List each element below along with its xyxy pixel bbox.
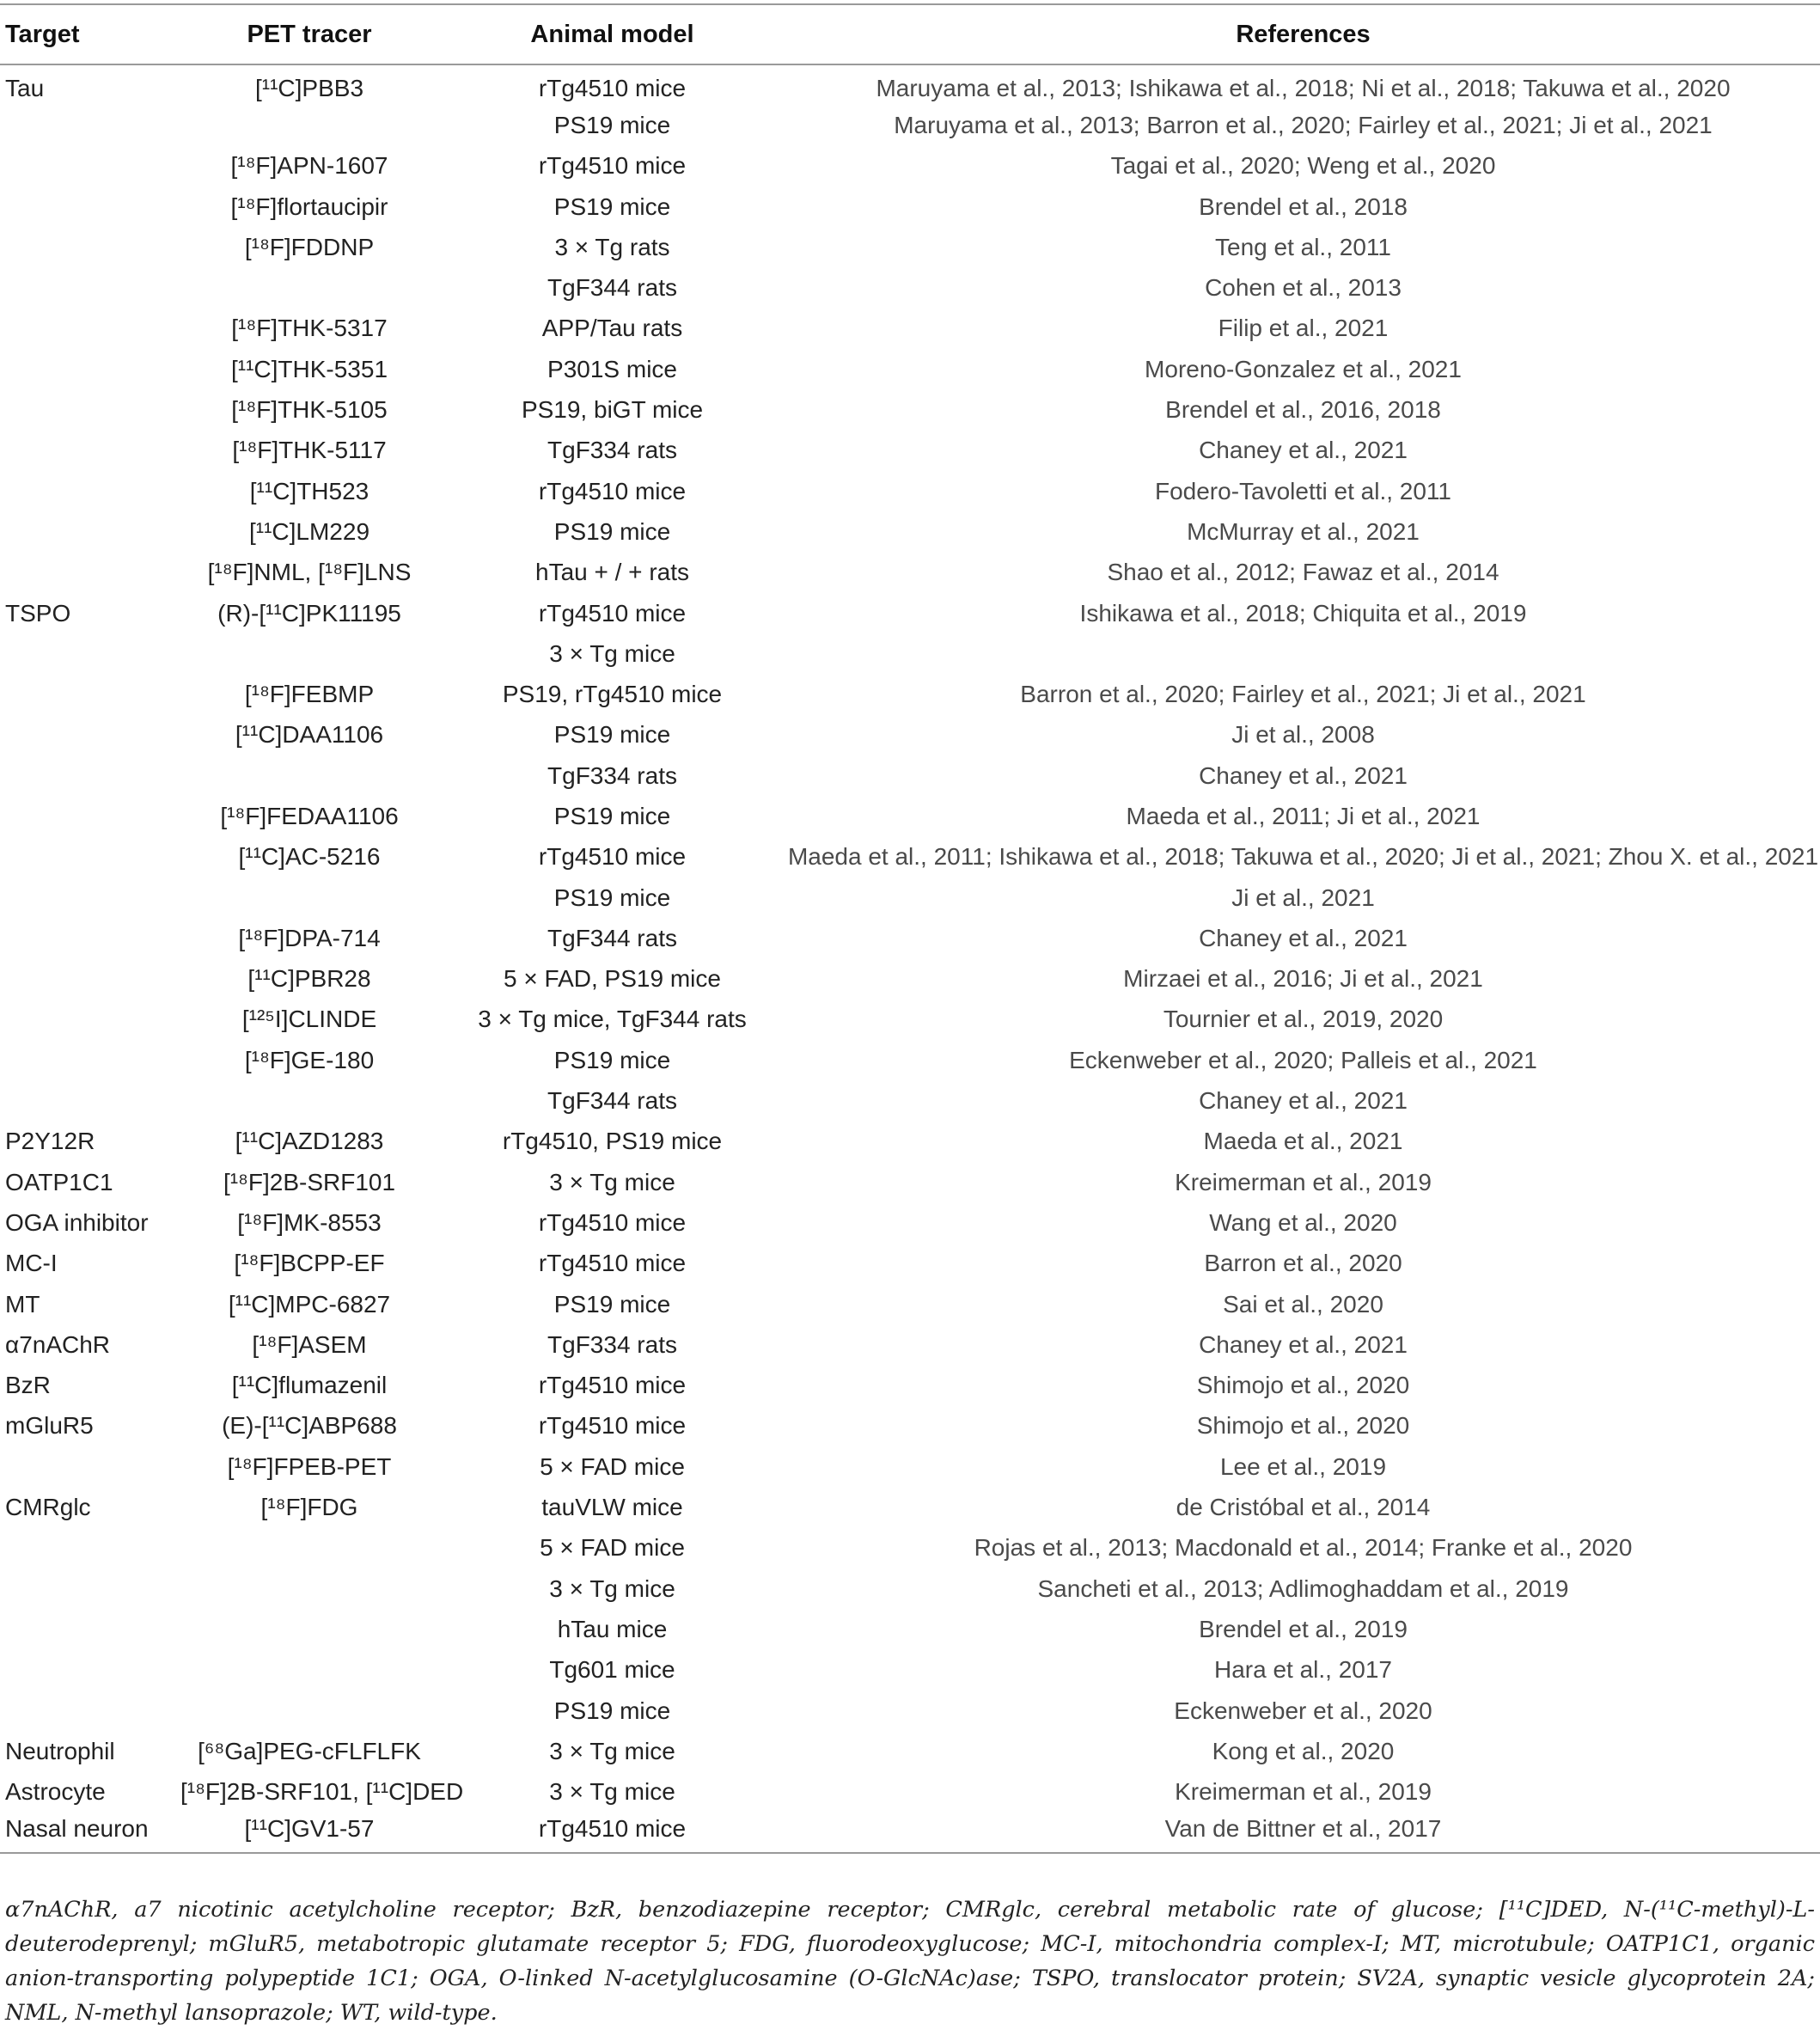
cell-animal-model: APP/Tau rats — [541, 315, 683, 342]
cell-animal-model: TgF344 rats — [547, 274, 677, 302]
cell-pet-tracer: [¹¹C]LM229 — [248, 517, 370, 545]
cell-references: Maeda et al., 2011; Ishikawa et al., 2018; Takuwa et al., 2020; Ji et al., 2021; Zhou X. et al., 2021 — [787, 843, 1819, 871]
cell-target — [0, 186, 180, 227]
cell-references: Ji et al., 2021 — [1231, 884, 1375, 911]
cell-references: Moreno-Gonzalez et al., 2021 — [1145, 355, 1462, 382]
cell-references: Chaney et al., 2021 — [1199, 437, 1408, 464]
table-row — [0, 186, 1820, 227]
cell-target: OGA inhibitor — [5, 1208, 149, 1236]
header-target: Target — [0, 4, 180, 64]
table-row — [0, 877, 1820, 918]
cell-target — [0, 1609, 180, 1649]
cell-pet-tracer: [¹⁸F]2B-SRF101, [¹¹C]DED — [180, 1778, 464, 1806]
table-row — [0, 755, 1820, 796]
cell-animal-model: rTg4510 mice — [538, 75, 687, 102]
cell-pet-tracer: [¹⁸F]ASEM — [252, 1330, 367, 1358]
table-row — [0, 1122, 1820, 1162]
table-row — [0, 1771, 1820, 1812]
cell-references: Lee et al., 2019 — [1219, 1452, 1387, 1480]
cell-references: Maeda et al., 2011; Ji et al., 2021 — [1126, 802, 1481, 829]
cell-animal-model: hTau mice — [557, 1615, 668, 1642]
cell-references: de Cristóbal et al., 2014 — [1176, 1494, 1431, 1521]
cell-pet-tracer: [¹⁸F]DPA-714 — [238, 924, 381, 951]
cell-references: Barron et al., 2020 — [1204, 1250, 1402, 1277]
cell-target: α7nAChR — [5, 1330, 111, 1358]
cell-pet-tracer: [¹⁸F]FDG — [260, 1494, 358, 1521]
table-row — [0, 1284, 1820, 1324]
cell-target — [0, 349, 180, 389]
cell-animal-model: PS19 mice — [553, 193, 671, 220]
cell-pet-tracer: [¹¹C]GV1-57 — [180, 1813, 438, 1853]
cell-pet-tracer: [¹⁸F]NML, [¹⁸F]LNS — [207, 559, 412, 586]
table-body — [0, 64, 1820, 1853]
cell-target — [0, 471, 180, 511]
cell-references: Kreimerman et al., 2019 — [1175, 1778, 1432, 1806]
cell-animal-model: TgF344 rats — [547, 924, 677, 951]
table-row — [0, 146, 1820, 186]
cell-animal-model: rTg4510 mice — [538, 477, 687, 504]
cell-target: BzR — [5, 1372, 51, 1399]
table-header — [0, 4, 1820, 64]
table-row — [0, 1528, 1820, 1568]
table-row — [0, 1691, 1820, 1731]
cell-target: MT — [5, 1290, 40, 1318]
table-row — [0, 633, 1820, 674]
cell-animal-model: PS19 mice — [553, 111, 671, 138]
table-row — [0, 715, 1820, 755]
cell-animal-model: 5 × FAD mice — [540, 1534, 685, 1562]
table-row — [0, 1568, 1820, 1609]
table-row — [0, 309, 1820, 349]
cell-pet-tracer: [¹¹C]MPC-6827 — [228, 1290, 391, 1318]
cell-references: Ji et al., 2008 — [1231, 721, 1375, 749]
pet-tracer-table — [0, 3, 1820, 1854]
cell-animal-model: rTg4510 mice — [538, 1412, 687, 1440]
cell-target: CMRglc — [5, 1494, 91, 1521]
cell-references: Tagai et al., 2020; Weng et al., 2020 — [1110, 152, 1496, 180]
cell-animal-model: PS19 mice — [553, 802, 671, 829]
cell-pet-tracer: [¹¹C]DAA1106 — [235, 721, 384, 749]
cell-references: Maeda et al., 2021 — [1203, 1128, 1403, 1155]
cell-animal-model: 3 × Tg mice — [549, 1737, 675, 1764]
cell-animal-model: 5 × FAD, PS19 mice — [504, 965, 721, 993]
table-row — [0, 1080, 1820, 1121]
cell-references: Maruyama et al., 2013; Ishikawa et al., 2018; Ni et al., 2018; Takuwa et al., 2020 — [876, 75, 1731, 102]
cell-pet-tracer — [180, 1691, 438, 1731]
table-row — [0, 593, 1820, 633]
cell-animal-model: PS19, rTg4510 mice — [502, 681, 723, 708]
table-row — [0, 1731, 1820, 1771]
cell-references: Wang et al., 2020 — [1209, 1208, 1397, 1236]
cell-pet-tracer — [180, 1609, 438, 1649]
cell-target — [0, 1528, 180, 1568]
table-row — [0, 1202, 1820, 1243]
cell-pet-tracer: (R)-[¹¹C]PK11195 — [217, 599, 401, 627]
table-row — [0, 431, 1820, 471]
cell-target — [0, 227, 180, 267]
cell-pet-tracer — [180, 1080, 438, 1121]
cell-pet-tracer: [¹²⁵I]CLINDE — [241, 1006, 377, 1033]
table-row — [0, 267, 1820, 308]
cell-target — [0, 959, 180, 1000]
cell-target — [0, 918, 180, 958]
table-row — [0, 105, 1820, 145]
cell-pet-tracer: [¹¹C]AC-5216 — [238, 843, 381, 871]
cell-target: MC-I — [5, 1250, 58, 1277]
cell-animal-model: 3 × Tg mice — [549, 1168, 675, 1195]
cell-references: Chaney et al., 2021 — [1199, 1087, 1408, 1115]
cell-pet-tracer: [¹⁸F]BCPP-EF — [234, 1250, 385, 1277]
cell-references: Fodero-Tavoletti et al., 2011 — [1154, 477, 1451, 504]
table-row — [0, 1487, 1820, 1527]
cell-animal-model: PS19 mice — [553, 1697, 671, 1724]
cell-animal-model: 3 × Tg mice, TgF344 rats — [478, 1006, 747, 1033]
cell-animal-model: tauVLW mice — [541, 1494, 683, 1521]
cell-pet-tracer — [180, 1568, 438, 1609]
cell-target — [0, 389, 180, 430]
cell-animal-model: rTg4510 mice — [538, 843, 687, 871]
cell-target: Nasal neuron — [0, 1813, 180, 1853]
cell-pet-tracer: [¹⁸F]FEBMP — [244, 681, 375, 708]
cell-target — [0, 267, 180, 308]
cell-pet-tracer: [¹¹C]AZD1283 — [235, 1128, 384, 1155]
cell-pet-tracer: [¹⁸F]FDDNP — [244, 233, 375, 260]
cell-pet-tracer: [¹⁸F]THK-5117 — [232, 437, 387, 464]
cell-target — [0, 715, 180, 755]
cell-references: Sai et al., 2020 — [1223, 1290, 1383, 1318]
table-row — [0, 1244, 1820, 1284]
cell-references: Chaney et al., 2021 — [1199, 761, 1408, 789]
cell-animal-model: rTg4510 mice — [538, 599, 687, 627]
cell-target — [0, 877, 180, 918]
cell-animal-model: PS19 mice — [553, 1046, 671, 1073]
cell-references: Kong et al., 2020 — [1212, 1737, 1395, 1764]
cell-animal-model: TgF334 rats — [547, 1330, 677, 1358]
table-row — [0, 227, 1820, 267]
cell-pet-tracer: [¹¹C]TH523 — [249, 477, 369, 504]
cell-animal-model: PS19 mice — [553, 1290, 671, 1318]
cell-pet-tracer: [¹⁸F]MK-8553 — [237, 1208, 382, 1236]
cell-animal-model: rTg4510, PS19 mice — [502, 1128, 723, 1155]
cell-animal-model: hTau + / + rats — [535, 559, 689, 586]
cell-animal-model: 3 × Tg mice — [549, 1778, 675, 1806]
table-row — [0, 1609, 1820, 1649]
cell-pet-tracer: [¹⁸F]FPEB-PET — [227, 1452, 392, 1480]
cell-references: Van de Bittner et al., 2017 — [786, 1813, 1820, 1853]
cell-target: mGluR5 — [5, 1412, 94, 1440]
table-row — [0, 1324, 1820, 1365]
cell-pet-tracer — [180, 877, 438, 918]
cell-references: Rojas et al., 2013; Macdonald et al., 2014; Franke et al., 2020 — [974, 1534, 1633, 1562]
cell-animal-model: rTg4510 mice — [538, 152, 687, 180]
cell-target — [0, 1446, 180, 1487]
cell-target — [0, 553, 180, 593]
cell-target: Astrocyte — [5, 1778, 106, 1806]
cell-pet-tracer: [¹⁸F]THK-5105 — [231, 396, 388, 424]
cell-target — [0, 309, 180, 349]
table-row — [0, 796, 1820, 836]
cell-references: Tournier et al., 2019, 2020 — [1163, 1006, 1444, 1033]
cell-references: Filip et al., 2021 — [1218, 315, 1389, 342]
cell-references: Brendel et al., 2018 — [1199, 193, 1408, 220]
cell-pet-tracer: [¹¹C]PBB3 — [254, 75, 364, 102]
cell-pet-tracer: [¹¹C]flumazenil — [231, 1372, 388, 1399]
cell-animal-model: rTg4510 mice — [538, 1250, 687, 1277]
table-row — [0, 1650, 1820, 1691]
cell-references: Cohen et al., 2013 — [1205, 274, 1402, 302]
cell-pet-tracer: [¹⁸F]GE-180 — [244, 1046, 375, 1073]
cell-target — [0, 755, 180, 796]
cell-animal-model: rTg4510 mice — [538, 1208, 687, 1236]
cell-references: Shimojo et al., 2020 — [1196, 1412, 1410, 1440]
header-animal-model: Animal model — [438, 4, 786, 64]
table-row — [0, 511, 1820, 552]
cell-animal-model: P301S mice — [547, 355, 677, 382]
table-row — [0, 553, 1820, 593]
cell-pet-tracer: [¹⁸F]FEDAA1106 — [220, 802, 399, 829]
cell-animal-model: 5 × FAD mice — [540, 1452, 685, 1480]
table-row — [0, 349, 1820, 389]
cell-animal-model: PS19 mice — [553, 517, 671, 545]
cell-target — [0, 105, 180, 145]
cell-references — [786, 633, 1820, 674]
cell-pet-tracer: [¹¹C]PBR28 — [247, 965, 371, 993]
table-row — [0, 471, 1820, 511]
cell-references: Brendel et al., 2019 — [1199, 1615, 1408, 1642]
cell-references: Hara et al., 2017 — [1213, 1656, 1393, 1684]
cell-target — [0, 796, 180, 836]
cell-references: Barron et al., 2020; Fairley et al., 2021; Ji et al., 2021 — [1020, 681, 1586, 708]
table-row — [0, 1446, 1820, 1487]
cell-references: Sancheti et al., 2013; Adlimoghaddam et al., 2019 — [1037, 1574, 1569, 1602]
cell-pet-tracer — [180, 633, 438, 674]
cell-references: Ishikawa et al., 2018; Chiquita et al., 2019 — [1079, 599, 1527, 627]
cell-target — [0, 1650, 180, 1691]
table-row — [0, 1406, 1820, 1446]
cell-pet-tracer: [¹¹C]THK-5351 — [230, 355, 388, 382]
cell-animal-model: rTg4510 mice — [438, 1813, 786, 1853]
table-row — [0, 1366, 1820, 1406]
cell-pet-tracer: (E)-[¹¹C]ABP688 — [222, 1412, 397, 1440]
table-row — [0, 959, 1820, 1000]
header-pet-tracer: PET tracer — [180, 4, 438, 64]
cell-pet-tracer: [¹⁸F]flortaucipir — [230, 193, 388, 220]
cell-animal-model: PS19 mice — [553, 721, 671, 749]
header-row — [0, 4, 1820, 64]
cell-animal-model: TgF344 rats — [547, 1087, 677, 1115]
table-row — [0, 837, 1820, 877]
cell-animal-model: PS19, biGT mice — [521, 396, 704, 424]
cell-animal-model: PS19 mice — [553, 884, 671, 911]
cell-animal-model: 3 × Tg rats — [554, 233, 670, 260]
table-row — [0, 64, 1820, 105]
cell-references: Chaney et al., 2021 — [1199, 1330, 1408, 1358]
cell-target — [0, 1040, 180, 1080]
cell-references: Maruyama et al., 2013; Barron et al., 2020; Fairley et al., 2021; Ji et al., 2021 — [894, 111, 1713, 138]
cell-references: McMurray et al., 2021 — [1187, 517, 1420, 545]
cell-pet-tracer — [180, 755, 438, 796]
cell-animal-model: TgF334 rats — [547, 437, 677, 464]
cell-target — [0, 511, 180, 552]
cell-pet-tracer: [¹⁸F]2B-SRF101 — [223, 1168, 396, 1195]
cell-pet-tracer — [180, 1528, 438, 1568]
cell-pet-tracer: [¹⁸F]APN-1607 — [230, 152, 388, 180]
cell-references: Kreimerman et al., 2019 — [1175, 1168, 1432, 1195]
cell-target: OATP1C1 — [5, 1168, 113, 1195]
cell-target — [0, 837, 180, 877]
cell-target — [0, 674, 180, 714]
cell-target: Tau — [5, 75, 45, 102]
cell-target — [0, 431, 180, 471]
cell-animal-model: rTg4510 mice — [538, 1372, 687, 1399]
cell-target — [0, 146, 180, 186]
table-row — [0, 1040, 1820, 1080]
table-row — [0, 674, 1820, 714]
cell-target: P2Y12R — [5, 1128, 95, 1155]
cell-references: Shao et al., 2012; Fawaz et al., 2014 — [1107, 559, 1499, 586]
cell-references: Shimojo et al., 2020 — [1196, 1372, 1410, 1399]
cell-pet-tracer — [180, 105, 438, 145]
cell-references: Mirzaei et al., 2016; Ji et al., 2021 — [1123, 965, 1483, 993]
table-row — [0, 1813, 1820, 1853]
cell-target — [0, 633, 180, 674]
header-references: References — [786, 4, 1820, 64]
cell-target — [0, 1691, 180, 1731]
cell-target — [0, 1080, 180, 1121]
cell-animal-model: TgF334 rats — [547, 761, 677, 789]
cell-pet-tracer: [¹⁸F]THK-5317 — [231, 315, 388, 342]
cell-target — [0, 1000, 180, 1040]
cell-references: Eckenweber et al., 2020 — [1174, 1697, 1432, 1724]
cell-pet-tracer: [⁶⁸Ga]PEG-cFLFLFK — [198, 1737, 421, 1764]
table-row — [0, 1162, 1820, 1202]
cell-references: Chaney et al., 2021 — [1199, 924, 1408, 951]
cell-target — [0, 1568, 180, 1609]
cell-pet-tracer — [180, 267, 438, 308]
table-row — [0, 918, 1820, 958]
table-row — [0, 389, 1820, 430]
cell-animal-model: 3 × Tg mice — [549, 639, 675, 667]
cell-references: Teng et al., 2011 — [1215, 233, 1391, 260]
cell-animal-model: Tg601 mice — [549, 1656, 675, 1684]
cell-references: Brendel et al., 2016, 2018 — [1165, 396, 1441, 424]
table-row — [0, 1000, 1820, 1040]
cell-animal-model: 3 × Tg mice — [549, 1574, 675, 1602]
table-footnote: α7nAChR, a7 nicotinic acetylcholine receptor; BzR, benzodiazepine receptor; CMRglc, cerebral metabolic rate of glucose; [¹¹C]DED, N-(¹¹C-methyl)-L-deuterodeprenyl; mGluR5, metabotropic glutamate receptor 5; FDG, fluorodeoxyglucose; MC-I, mitochondria complex-I; MT, microtubule; OATP1C1, organic anion-transporting polypeptide 1C1; OGA, O-linked N-acetylglucosamine (O-GlcNAc)ase; TSPO, translocator protein; SV2A, synaptic vesicle glycoprotein 2A; NML, N-methyl lansoprazole; WT, wild-type. — [5, 1896, 1815, 2026]
cell-target: TSPO — [5, 599, 71, 627]
cell-pet-tracer — [180, 1650, 438, 1691]
cell-references: Eckenweber et al., 2020; Palleis et al., 2021 — [1069, 1046, 1537, 1073]
cell-target: Neutrophil — [5, 1737, 115, 1764]
